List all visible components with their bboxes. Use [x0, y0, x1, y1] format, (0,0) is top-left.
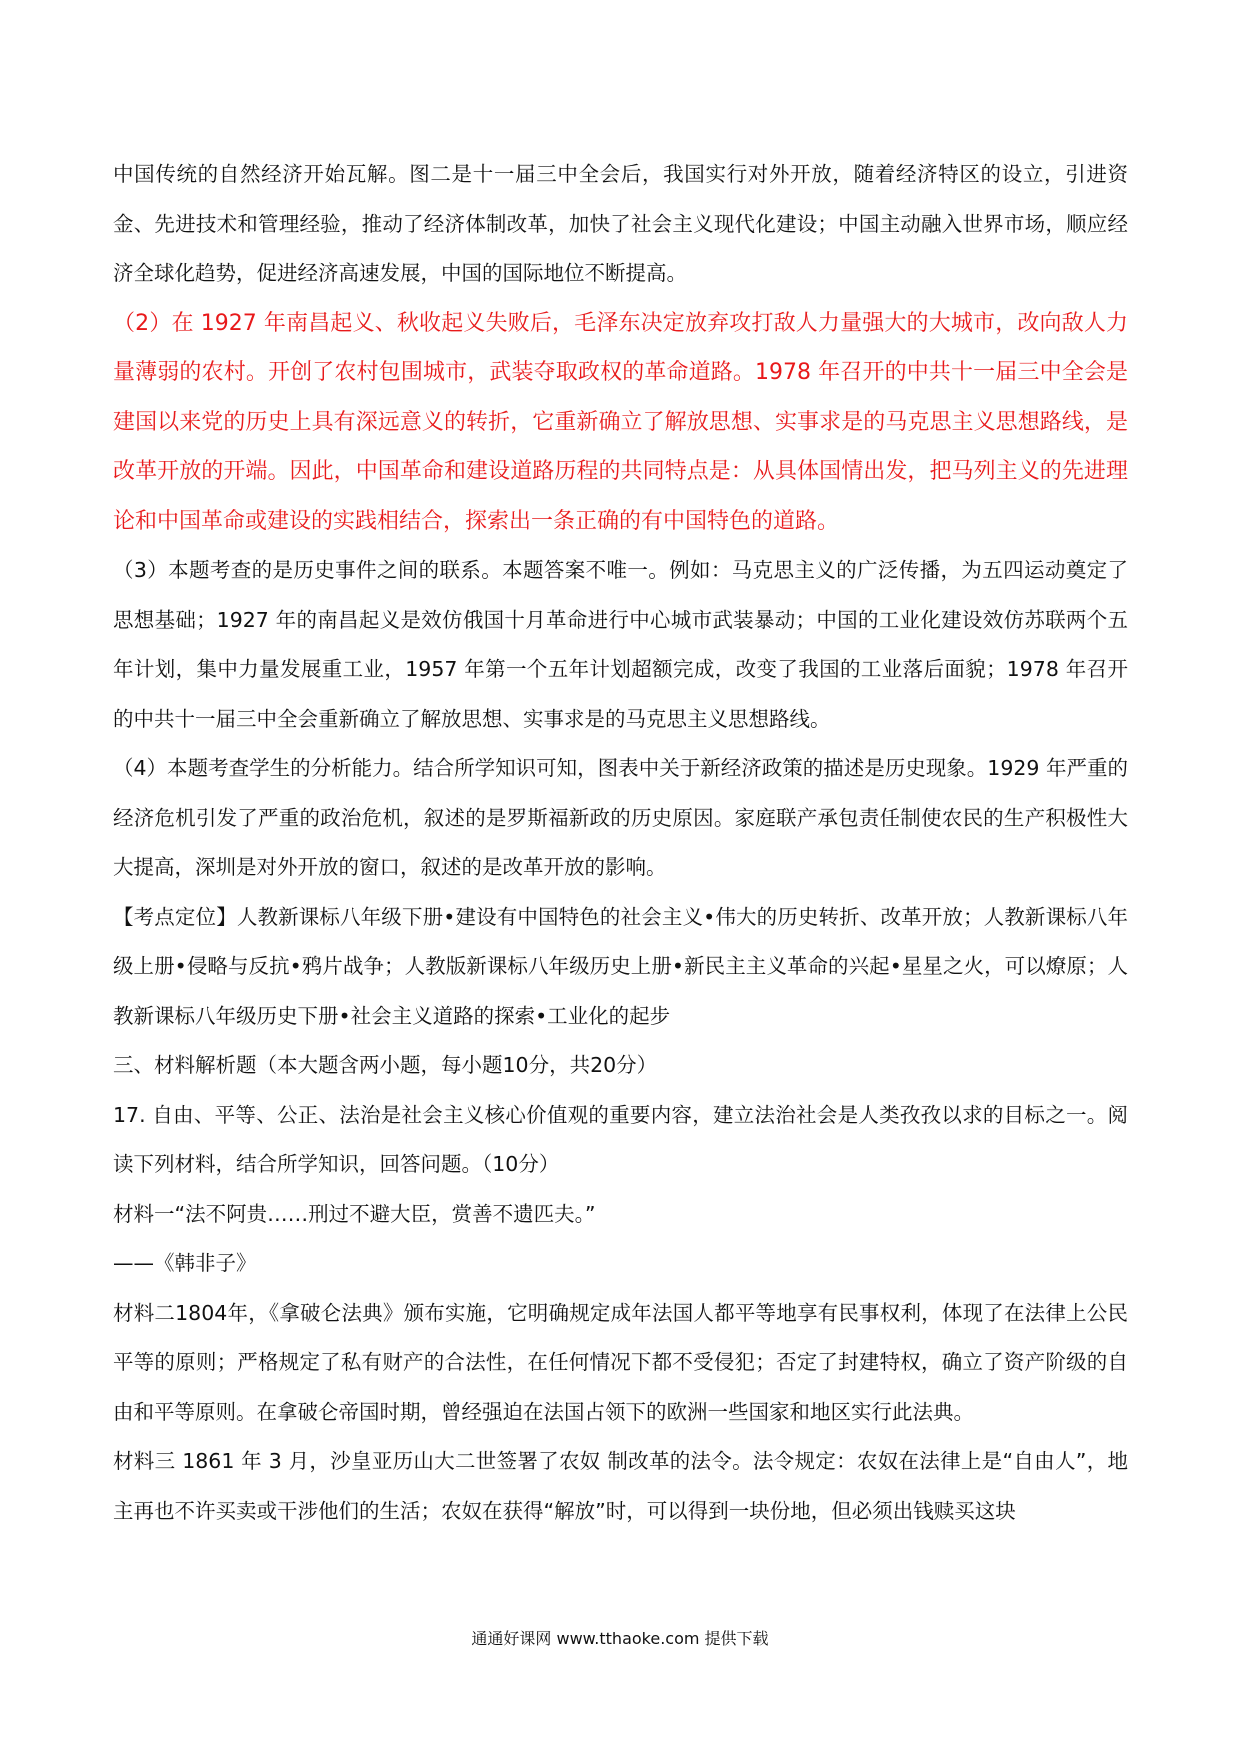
page-footer: 通通好课网 www.tthaoke.com 提供下载 [471, 1629, 769, 1648]
material-three: 材料三 1861 年 3 月，沙皇亚历山大二世签署了农奴 制改革的法令。法令规定：农奴在法律上是“自由人”，地主再也不许买卖或干涉他们的生活；农奴在获得“解放”时，可以得到一块份地，但必须出钱赎买这块 [113, 1449, 1128, 1523]
material-one-source: ——《韩非子》 [113, 1251, 257, 1275]
paragraph-answer-3: （3）本题考查的是历史事件之间的联系。本题答案不唯一。例如：马克思主义的广泛传播，为五四运动奠定了思想基础；1927 年的南昌起义是效仿俄国十月革命进行中心城市武装暴动；中国的工业化建设效仿苏联两个五年计划，集中力量发展重工业，1957 年第一个五年计划超额完成，改变了我国的工业落后面貌；1978 年召开的中共十一届三中全会重新确立了解放思想、实事求是的马克思主义思想路线。 [113, 558, 1128, 731]
document-body [113, 150, 1128, 1536]
paragraph-answer-4: （4）本题考查学生的分析能力。结合所学知识可知，图表中关于新经济政策的描述是历史现象。1929 年严重的经济危机引发了严重的政治危机，叙述的是罗斯福新政的历史原因。家庭联产承包责任制使农民的生产积极性大大提高，深圳是对外开放的窗口，叙述的是改革开放的影响。 [113, 756, 1128, 879]
material-two: 材料二1804年，《拿破仑法典》颁布实施，它明确规定成年法国人都平等地享有民事权利，体现了在法律上公民平等的原则；严格规定了私有财产的合法性，在任何情况下都不受侵犯；否定了封建特权，确立了资产阶级的自由和平等原则。在拿破仑帝国时期，曾经强迫在法国占领下的欧洲一些国家和地区实行此法典。 [113, 1300, 1128, 1424]
section-heading-three: 三、材料解析题（本大题含两小题，每小题10分，共20分） [113, 1053, 658, 1077]
paragraph-kaodian: 【考点定位】人教新课标八年级下册•建设有中国特色的社会主义•伟大的历史转折、改革开放；人教新课标八年级上册•侵略与反抗•鸦片战争；人教版新课标八年级历史上册•新民主主义革命的兴起•星星之火，可以燎原；人教新课标八年级历史下册•社会主义道路的探索•工业化的起步 [113, 904, 1128, 1028]
paragraph-answer-2: （2）在 1927 年南昌起义、秋收起义失败后，毛泽东决定放弃攻打敌人力量强大的大城市，改向敌人力量薄弱的农村。开创了农村包围城市，武装夺取政权的革命道路。1978 年召开的中共十一届三中全会是建国以来党的历史上具有深远意义的转折，它重新确立了解放思想、实事求是的马克思主义思想路线，是改革开放的开端。因此，中国革命和建设道路历程的共同特点是：从具体国情出发，把马列主义的先进理论和中国革命或建设的实践相结合，探索出一条正确的有中国特色的道路。 [113, 310, 1128, 534]
material-one: 材料一“法不阿贵……刑过不避大臣，赏善不遗匹夫。” [113, 1201, 596, 1226]
paragraph-intro-continued: 中国传统的自然经济开始瓦解。图二是十一届三中全会后，我国实行对外开放，随着经济特区的设立，引进资金、先进技术和管理经验，推动了经济体制改革，加快了社会主义现代化建设；中国主动融入世界市场，顺应经济全球化趋势，促进经济高速发展，中国的国际地位不断提高。 [113, 162, 1128, 285]
question-17: 17. 自由、平等、公正、法治是社会主义核心价值观的重要内容，建立法治社会是人类孜孜以求的目标之一。阅读下列材料，结合所学知识，回答问题。（10分） [113, 1102, 1128, 1176]
